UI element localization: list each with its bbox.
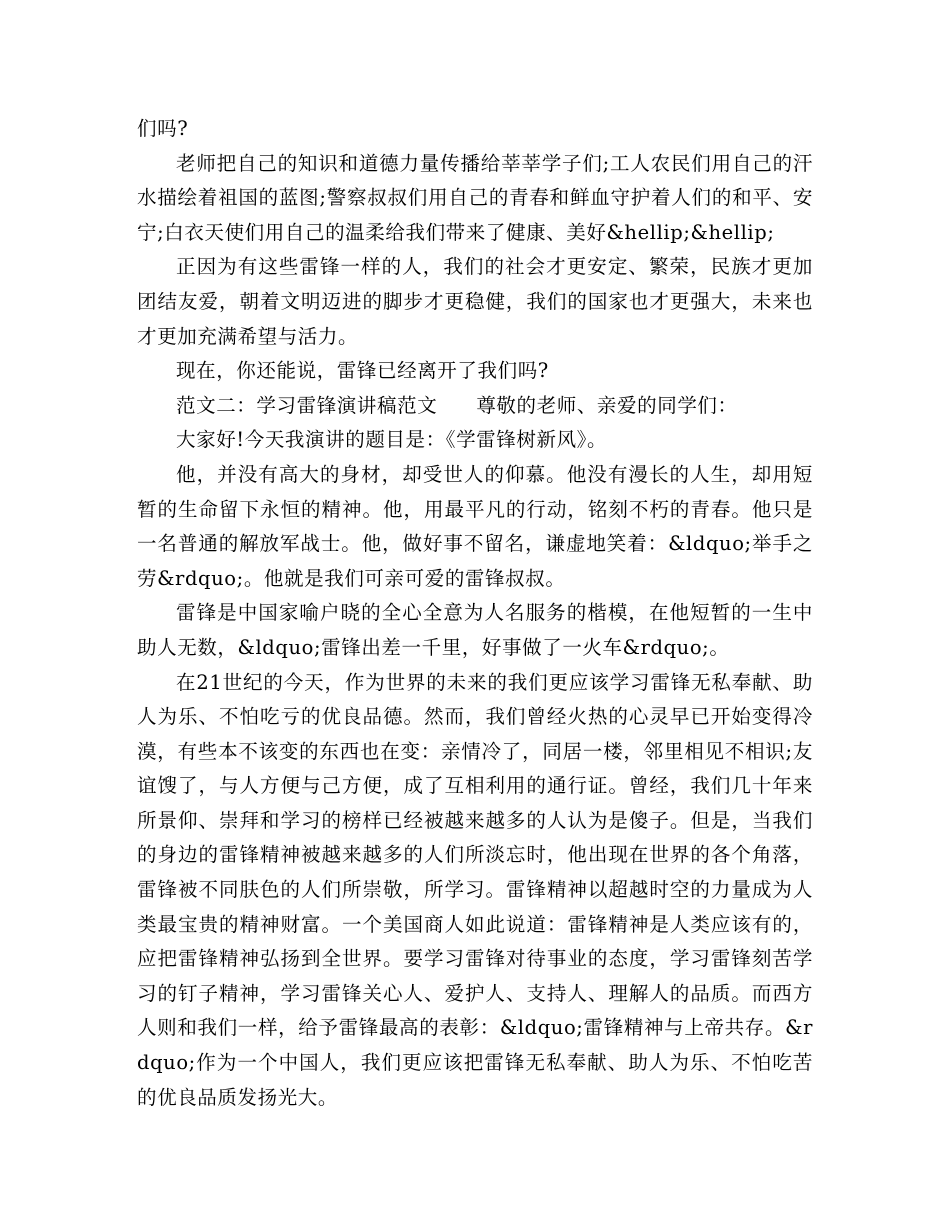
paragraph-leifeng-model: 雷锋是中国家喻户晓的全心全意为人名服务的楷模，在他短暂的一生中助人无数，&ldquo;雷锋出差一千里，好事做了一火车&rdquo;。 bbox=[137, 601, 813, 659]
paragraph-professions: 老师把自己的知识和道德力量传播给莘莘学子们;工人农民们用自己的汗水描绘着祖国的蓝图;警察叔叔们用自己的青春和鲜血守护着人们的和平、安宁;白衣天使们用自己的温柔给我们带来了健康、美好&hellip;&hellip; bbox=[137, 151, 813, 244]
document-body bbox=[137, 112, 813, 1115]
paragraph-speech-topic: 大家好!今天我演讲的题目是：《学雷锋树新风》。 bbox=[176, 428, 608, 452]
paragraph-leifeng-intro: 他，并没有高大的身材，却受世人的仰慕。他没有漫长的人生，却用短暂的生命留下永恒的精神。他，用最平凡的行动，铭刻不朽的青春。他只是一名普通的解放军战士。他，做好事不留名，谦虚地笑着：&ldquo;举手之劳&rdquo;。他就是我们可亲可爱的雷锋叔叔。 bbox=[137, 462, 813, 590]
paragraph-21st-century: 在21世纪的今天，作为世界的未来的我们更应该学习雷锋无私奉献、助人为乐、不怕吃亏的优良品德。然而，我们曾经火热的心灵早已开始变得冷漠，有些本不该变的东西也在变：亲情冷了，同居一楼，邻里相见不相识;友谊馊了，与人方便与己方便，成了互相利用的通行证。曾经，我们几十年来所景仰、崇拜和学习的榜样已经被越来越多的人认为是傻子。但是，当我们的身边的雷锋精神被越来越多的人们所淡忘时，他出现在世界的各个角落，雷锋被不同肤色的人们所崇敬，所学习。雷锋精神以超越时空的力量成为人类最宝贵的精神财富。一个美国商人如此说道：雷锋精神是人类应该有的，应把雷锋精神弘扬到全世界。要学习雷锋对待事业的态度，学习雷锋刻苦学习的钉子精神，学习雷锋关心人、爱护人、支持人、理解人的品质。而西方人则和我们一样，给予雷锋最高的表彰：&ldquo;雷锋精神与上帝共存。&rdquo;作为一个中国人，我们更应该把雷锋无私奉献、助人为乐、不怕吃苦的优良品质发扬光大。 bbox=[137, 670, 813, 1109]
section-title: 范文二：学习雷锋演讲稿范文 bbox=[176, 393, 438, 417]
section-heading-line bbox=[137, 389, 813, 424]
section-greeting: 尊敬的老师、亲爱的同学们： bbox=[476, 393, 738, 417]
paragraph-question: 现在，你还能说，雷锋已经离开了我们吗? bbox=[176, 359, 549, 383]
paragraph-continuation: 们吗? bbox=[137, 117, 189, 140]
paragraph-society: 正因为有这些雷锋一样的人，我们的社会才更安定、繁荣，民族才更加团结友爱，朝着文明迈进的脚步才更稳健，我们的国家也才更强大，未来也才更加充满希望与活力。 bbox=[137, 255, 813, 348]
